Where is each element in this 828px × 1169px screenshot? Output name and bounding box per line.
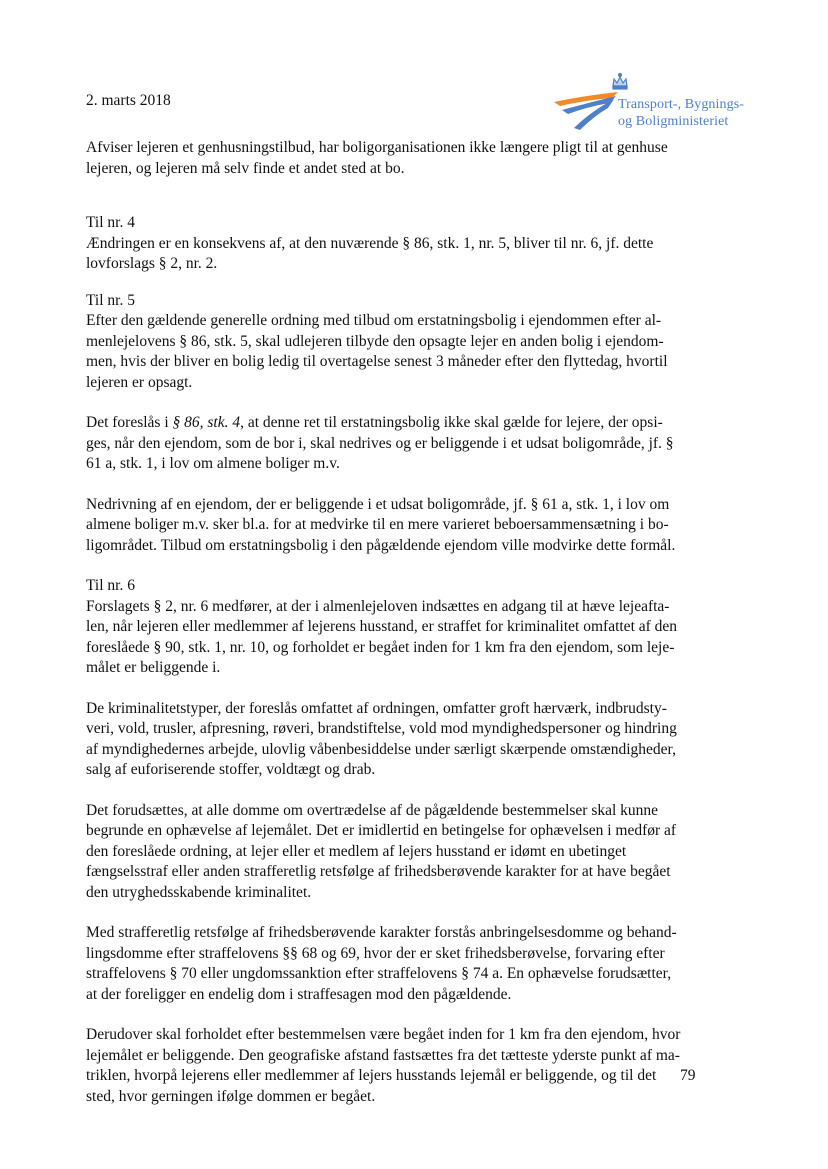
text-line: salg af euforiserende stoffer, voldtægt og drab. [86,761,376,778]
text-line: straffelovens § 70 eller ungdomssanktion efter straffelovens § 74 a. En ophævelse forudsætter, [86,965,672,982]
paragraph-forslag-86 [86,413,698,475]
logo-line-1: Transport-, Bygnings- [618,97,745,112]
paragraph-afstand [86,1025,698,1107]
logo-text [618,96,744,130]
text-line: lejemålet er beliggende. Den geografiske afstand fastsættes fra det tætteste yderste punkt af ma- [86,1046,680,1064]
paragraph-genhusning [86,138,698,179]
text-line: foreslåede § 90, stk. 1, nr. 10, og forholdet er begået inden for 1 km fra den ejendom, som leje- [86,638,675,656]
text-line: Derudover skal forholdet efter bestemmelsen være begået inden for 1 km fra den ejendom, hvor [86,1026,681,1043]
heading-til-nr-6: Til nr. 6 [86,577,135,594]
text-line: at der foreligger en endelig dom i straffesagen mod den pågældende. [86,985,512,1003]
text-line: triklen, hvorpå lejerens eller medlemmer af lejers husstands lejemål er beliggende, og til det [86,1067,657,1084]
paragraph-nr-4 [86,234,698,275]
paragraph-forudsaettes [86,801,698,904]
text-line: Efter den gældende generelle ordning med tilbud om erstatningsbolig i ejendommen efter al- [86,312,662,329]
page-number: 79 [680,1067,696,1084]
paragraph-retsfoelge [86,923,698,1005]
text-line: målet er beliggende i. [86,659,221,676]
document-body [86,138,698,1107]
text-line: men, hvis der bliver en bolig ledig til overtagelse senest 3 måneder efter den flyttedag, hvortil [86,353,668,370]
text-line: Med strafferetlig retsfølge af frihedsberøvende karakter forstås anbringelsesdomme og behand- [86,924,677,941]
text-line: den foreslåede ordning, at lejer eller et medlem af lejers husstand er idømt en ubetinget [86,842,627,860]
text-line: lovforslags § 2, nr. 2. [86,255,218,272]
text-line: lejeren er opsagt. [86,373,193,391]
text-line: Nedrivning af en ejendom, der er beliggende i et udsat boligområde, jf. § 61 a, stk. 1, i lov om [86,495,670,513]
text-line: 61 a, stk. 1, i lov om almene boliger m.v. [86,455,340,472]
text-line: lejeren, og lejeren må selv finde et andet sted at bo. [86,159,405,177]
document-date: 2. marts 2018 [86,92,171,109]
text-line: Afviser lejeren et genhusningstilbud, har boligorganisationen ikke længere pligt til at genhuse [86,139,668,156]
text-line: veri, vold, trusler, afpresning, røveri, brandstiftelse, vold mod myndighedspersoner og hindring [86,720,677,737]
text-line [86,413,698,434]
text-line: den utryghedsskabende kriminalitet. [86,883,312,901]
logo-line-2: og Boligministeriet [618,114,729,129]
text-line: menlejelovens § 86, stk. 5, skal udlejeren tilbyde den opsagte lejer en anden bolig i ejendom- [86,332,664,350]
paragraph-nedrivning [86,495,698,557]
text-line: Forslagets § 2, nr. 6 medfører, at der i almenlejeloven indsættes en adgang til at hæve lejeafta- [86,597,670,615]
heading-til-nr-5: Til nr. 5 [86,291,135,309]
text-line: lingsdomme efter straffelovens §§ 68 og 69, hvor der er sket frihedsberøvelse, forvaring efter [86,944,665,962]
text-line: De kriminalitetstyper, der foreslås omfattet af ordningen, omfatter groft hærværk, indbrudsty- [86,699,667,717]
text-line: len, når lejeren eller medlemmer af lejerens husstand, er straffet for kriminalitet omfattet af den [86,618,678,635]
ministry-logo [552,72,762,142]
text-run: , at denne ret til erstatningsbolig ikke skal gælde for lejere, der opsi- [240,414,663,431]
text-run: Det foreslås i [86,414,173,431]
text-line: ges, når den ejendom, som de bor i, skal nedrives og er beliggende i et udsat boligområde, jf. § [86,434,674,452]
paragraph-nr-6 [86,597,698,679]
text-line: begrunde en ophævelse af lejemålet. Det er imidlertid en betingelse for ophævelsen i medfør af [86,822,677,839]
italic-reference: § 86, stk. 4 [172,414,241,431]
text-line: Ændringen er en konsekvens af, at den nuværende § 86, stk. 1, nr. 5, bliver til nr. 6, jf. dette [86,234,654,252]
paragraph-nr-5 [86,311,698,393]
text-line: almene boliger m.v. sker bl.a. for at medvirke til en mere varieret beboersammensætning i bo- [86,516,669,533]
text-line: sted, hvor gerningen ifølge dommen er begået. [86,1087,376,1105]
text-line: fængselsstraf eller anden strafferetlig retsfølge af frihedsberøvende karakter for at have begået [86,863,671,880]
text-line: af myndighedernes arbejde, ulovlig våbenbesiddelse under særligt skærpende omstændigheder, [86,740,676,758]
heading-til-nr-4: Til nr. 4 [86,214,135,231]
text-line: ligområdet. Tilbud om erstatningsbolig i den pågældende ejendom ville modvirke dette formål. [86,536,676,554]
paragraph-kriminalitetstyper [86,699,698,781]
text-line: Det forudsættes, at alle domme om overtrædelse af de pågældende bestemmelser skal kunne [86,801,659,819]
